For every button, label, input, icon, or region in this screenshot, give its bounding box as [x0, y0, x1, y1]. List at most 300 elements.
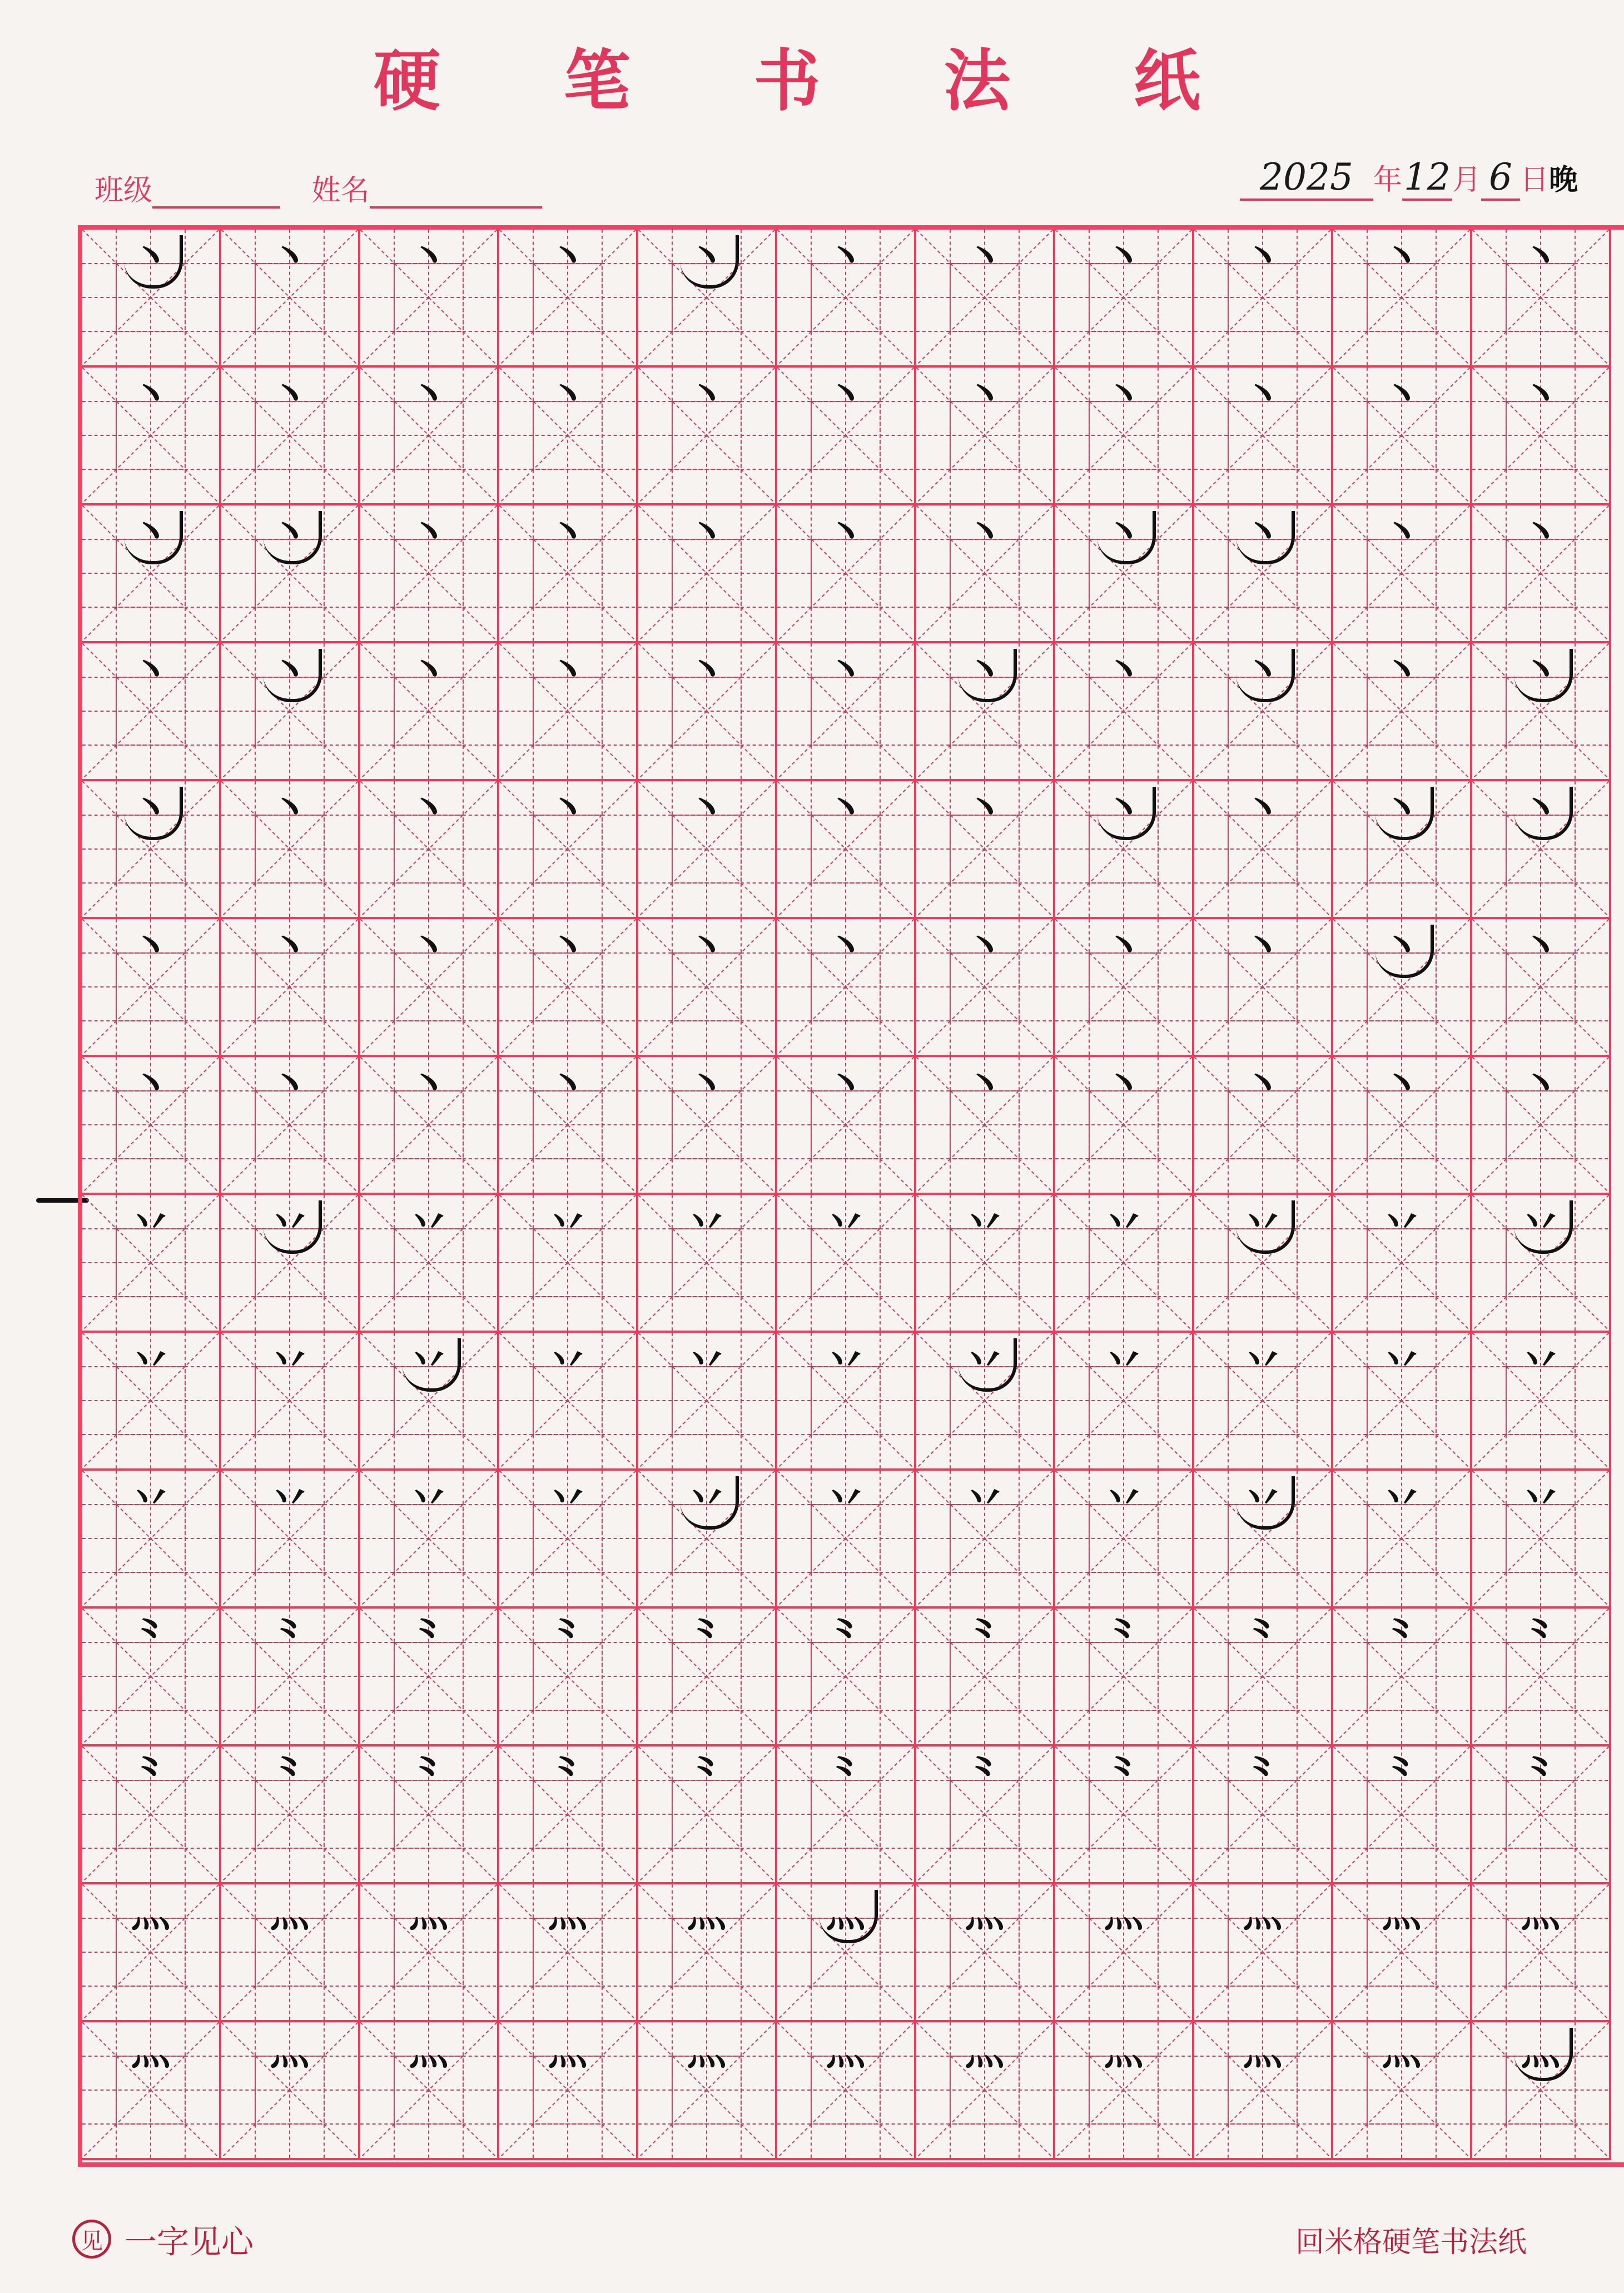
- handwritten-stroke: 丶: [1242, 1061, 1283, 1108]
- name-label: 姓名: [311, 174, 370, 207]
- grid-cell[interactable]: [1333, 2022, 1472, 2160]
- grid-row: [82, 643, 1624, 781]
- grid-cell[interactable]: [1194, 1471, 1333, 1609]
- handwritten-stroke: 丶: [1381, 372, 1422, 419]
- grid-cell[interactable]: [638, 781, 777, 919]
- grid-cell[interactable]: [221, 1333, 360, 1471]
- grid-cell[interactable]: [916, 1057, 1055, 1195]
- grid-cell[interactable]: [1333, 1471, 1472, 1609]
- grid-cell[interactable]: [638, 2022, 777, 2160]
- grid-cell[interactable]: [499, 1884, 638, 2022]
- grid-row: [82, 919, 1624, 1057]
- grid-cell[interactable]: [360, 1746, 499, 1884]
- handwritten-stroke: 灬: [1381, 2027, 1422, 2073]
- grid-cell[interactable]: [82, 368, 221, 505]
- handwritten-stroke: 丶: [130, 786, 171, 832]
- grid-cell[interactable]: [221, 505, 360, 643]
- grid-cell[interactable]: [360, 1884, 499, 2022]
- grid-cell[interactable]: [1333, 919, 1472, 1057]
- grid-cell[interactable]: [638, 1057, 777, 1195]
- handwritten-stroke: ⺀: [686, 1613, 727, 1660]
- grid-cell[interactable]: [499, 781, 638, 919]
- grid-cell[interactable]: [916, 1609, 1055, 1746]
- handwritten-stroke: 丶: [547, 510, 588, 557]
- grid-row: [82, 2022, 1624, 2160]
- handwritten-stroke: ⺀: [408, 1613, 449, 1660]
- grid-cell[interactable]: [221, 1884, 360, 2022]
- handwritten-stroke: 丶: [964, 924, 1005, 970]
- grid-cell[interactable]: [777, 781, 916, 919]
- grid-cell[interactable]: [638, 1333, 777, 1471]
- grid-cell[interactable]: [638, 1471, 777, 1609]
- class-field[interactable]: [152, 178, 280, 209]
- handwritten-stroke: ⺀: [1103, 1613, 1144, 1660]
- handwritten-stroke: 丶: [825, 648, 866, 694]
- grid-row: [82, 1195, 1624, 1333]
- grid-cell[interactable]: [638, 230, 777, 368]
- handwritten-stroke: 丶: [1381, 648, 1422, 694]
- handwritten-stroke: 丶: [269, 372, 310, 419]
- grid-cell[interactable]: [221, 781, 360, 919]
- handwritten-stroke: 丶: [686, 1061, 727, 1108]
- grid-cell[interactable]: [221, 230, 360, 368]
- grid-row: [82, 1884, 1624, 2022]
- grid-cell[interactable]: [499, 368, 638, 505]
- grid-row: [82, 505, 1624, 643]
- grid-cell[interactable]: [360, 230, 499, 368]
- handwritten-stroke: 丶: [1381, 234, 1422, 281]
- handwritten-stroke: 丷: [825, 1337, 866, 1384]
- grid-cell[interactable]: [777, 2022, 916, 2160]
- paper-name: 回米格硬笔书法纸: [1295, 2226, 1527, 2259]
- grid-cell[interactable]: [638, 919, 777, 1057]
- handwritten-stroke: 丶: [825, 1061, 866, 1108]
- grid-cell[interactable]: [1055, 919, 1194, 1057]
- handwritten-stroke: 丶: [1242, 234, 1283, 281]
- grid-cell[interactable]: [1194, 230, 1333, 368]
- handwritten-stroke: ⺀: [964, 1751, 1005, 1798]
- grid-cell[interactable]: [1333, 1746, 1472, 1884]
- grid-cell[interactable]: [499, 2022, 638, 2160]
- grid-cell[interactable]: [1055, 230, 1194, 368]
- grid-cell[interactable]: [1194, 1195, 1333, 1333]
- grid-cell[interactable]: [221, 2022, 360, 2160]
- handwritten-stroke: 丶: [130, 234, 171, 281]
- grid-cell[interactable]: [221, 643, 360, 781]
- grid-cell[interactable]: [916, 643, 1055, 781]
- handwritten-stroke: 丶: [964, 234, 1005, 281]
- handwritten-stroke: 丶: [964, 510, 1005, 557]
- grid-cell[interactable]: [360, 368, 499, 505]
- handwritten-stroke: 丶: [269, 510, 310, 557]
- handwritten-stroke: 丷: [408, 1199, 449, 1246]
- handwritten-stroke: 丶: [130, 1061, 171, 1108]
- grid-cell[interactable]: [1055, 1333, 1194, 1471]
- grid-cell[interactable]: [360, 505, 499, 643]
- handwritten-stroke: 丷: [130, 1199, 171, 1246]
- grid-cell[interactable]: [1333, 230, 1472, 368]
- grid-cell[interactable]: [499, 1609, 638, 1746]
- grid-cell[interactable]: [360, 1333, 499, 1471]
- handwritten-stroke: 丷: [964, 1337, 1005, 1384]
- handwritten-stroke: 丶: [130, 924, 171, 970]
- grid-row: [82, 1057, 1624, 1195]
- handwritten-stroke: 丶: [1520, 648, 1561, 694]
- grid-cell[interactable]: [1194, 1746, 1333, 1884]
- handwritten-stroke: 丶: [408, 786, 449, 832]
- date-year[interactable]: 2025: [1240, 156, 1373, 201]
- grid-cell[interactable]: [1472, 505, 1611, 643]
- grid-row: [82, 1746, 1624, 1884]
- handwritten-stroke: ⺀: [686, 1751, 727, 1798]
- handwritten-stroke: 灬: [686, 2027, 727, 2073]
- handwritten-stroke: 丶: [1242, 924, 1283, 970]
- handwritten-stroke: 丶: [1520, 372, 1561, 419]
- grid-cell[interactable]: [82, 1057, 221, 1195]
- handwritten-stroke: 丷: [1520, 1337, 1561, 1384]
- handwritten-stroke: 丶: [408, 648, 449, 694]
- handwritten-stroke: 丶: [269, 648, 310, 694]
- handwritten-stroke: 丶: [1520, 924, 1561, 970]
- grid-cell[interactable]: [221, 1471, 360, 1609]
- grid-cell[interactable]: [1472, 368, 1611, 505]
- grid-cell[interactable]: [638, 368, 777, 505]
- date-field: [1240, 156, 1578, 201]
- grid-row: [82, 368, 1624, 505]
- grid-cell[interactable]: [1055, 1057, 1194, 1195]
- grid-cell[interactable]: [1333, 368, 1472, 505]
- handwritten-stroke: 灬: [825, 1889, 866, 1935]
- handwritten-stroke: 丷: [1520, 1475, 1561, 1522]
- handwritten-stroke: 丷: [1242, 1337, 1283, 1384]
- grid-cell[interactable]: [1472, 1195, 1611, 1333]
- handwritten-stroke: 灬: [408, 2027, 449, 2073]
- handwritten-stroke: ⺀: [1103, 1751, 1144, 1798]
- grid-cell[interactable]: [1472, 2022, 1611, 2160]
- grid-row: [82, 781, 1624, 919]
- handwritten-stroke: 丶: [408, 234, 449, 281]
- handwritten-stroke: 丷: [1381, 1475, 1422, 1522]
- grid-cell[interactable]: [1055, 1746, 1194, 1884]
- handwritten-stroke: 丶: [686, 924, 727, 970]
- handwritten-stroke: 丷: [130, 1475, 171, 1522]
- handwritten-stroke: 丷: [1520, 1199, 1561, 1246]
- handwritten-stroke: ⺀: [130, 1751, 171, 1798]
- grid-cell[interactable]: [1055, 1195, 1194, 1333]
- handwritten-stroke: 丷: [1242, 1199, 1283, 1246]
- handwritten-stroke: 丶: [547, 786, 588, 832]
- handwritten-stroke: 丷: [1103, 1199, 1144, 1246]
- grid-cell[interactable]: [360, 1057, 499, 1195]
- grid-cell[interactable]: [82, 643, 221, 781]
- grid-cell[interactable]: [499, 1471, 638, 1609]
- handwritten-stroke: 灬: [1520, 2027, 1561, 2073]
- writing-grid: [78, 225, 1624, 2167]
- grid-cell[interactable]: [777, 368, 916, 505]
- grid-cell[interactable]: [82, 1471, 221, 1609]
- handwritten-stroke: 灬: [547, 2027, 588, 2073]
- grid-cell[interactable]: [1472, 1609, 1611, 1746]
- year-label: 年: [1373, 163, 1403, 197]
- grid-cell[interactable]: [777, 1333, 916, 1471]
- handwritten-stroke: 灬: [547, 1889, 588, 1935]
- grid-cell[interactable]: [777, 1884, 916, 2022]
- grid-cell[interactable]: [1472, 1471, 1611, 1609]
- grid-cell[interactable]: [1055, 368, 1194, 505]
- handwritten-stroke: 丶: [269, 786, 310, 832]
- grid-cell[interactable]: [1194, 1884, 1333, 2022]
- grid-cell[interactable]: [360, 1195, 499, 1333]
- page-title: 硬 笔 书 法 纸: [373, 42, 1251, 120]
- grid-cell[interactable]: [360, 1471, 499, 1609]
- grid-cell[interactable]: [82, 1746, 221, 1884]
- handwritten-stroke: 灬: [964, 2027, 1005, 2073]
- grid-cell[interactable]: [1194, 643, 1333, 781]
- grid-cell[interactable]: [1472, 230, 1611, 368]
- grid-cell[interactable]: [221, 368, 360, 505]
- grid-cell[interactable]: [1333, 1057, 1472, 1195]
- grid-cell[interactable]: [916, 230, 1055, 368]
- grid-cell[interactable]: [1472, 781, 1611, 919]
- date-day[interactable]: 6: [1481, 156, 1520, 201]
- grid-cell[interactable]: [916, 368, 1055, 505]
- handwritten-stroke: 丷: [408, 1337, 449, 1384]
- handwritten-stroke: 丶: [825, 510, 866, 557]
- grid-cell[interactable]: [1194, 1333, 1333, 1471]
- handwritten-stroke: 丶: [825, 924, 866, 970]
- handwritten-stroke: 丶: [130, 510, 171, 557]
- grid-cell[interactable]: [916, 1195, 1055, 1333]
- grid-cell[interactable]: [1055, 643, 1194, 781]
- day-label: 日: [1520, 163, 1549, 197]
- handwritten-stroke: 丶: [547, 234, 588, 281]
- grid-cell[interactable]: [1194, 505, 1333, 643]
- grid-cell[interactable]: [777, 1609, 916, 1746]
- handwritten-stroke: ⺀: [1520, 1751, 1561, 1798]
- handwritten-stroke: 丶: [408, 372, 449, 419]
- name-field[interactable]: [370, 178, 542, 209]
- handwritten-stroke: 丶: [130, 648, 171, 694]
- handwritten-stroke: 灬: [130, 1889, 171, 1935]
- grid-cell[interactable]: [916, 1746, 1055, 1884]
- handwritten-stroke: 丶: [1103, 234, 1144, 281]
- handwritten-stroke: 丶: [686, 648, 727, 694]
- grid-cell[interactable]: [82, 1609, 221, 1746]
- grid-cell[interactable]: [916, 919, 1055, 1057]
- handwritten-stroke: ⺀: [1381, 1751, 1422, 1798]
- handwritten-stroke: 丶: [547, 372, 588, 419]
- handwritten-stroke: ⺀: [1520, 1613, 1561, 1660]
- handwritten-stroke: 丷: [269, 1475, 310, 1522]
- grid-cell[interactable]: [1194, 781, 1333, 919]
- grid-row: [82, 230, 1624, 368]
- grid-cell[interactable]: [1472, 1746, 1611, 1884]
- grid-row: [82, 1609, 1624, 1746]
- handwritten-stroke: 丶: [686, 372, 727, 419]
- handwritten-stroke: 丷: [547, 1475, 588, 1522]
- grid-row: [82, 1471, 1624, 1609]
- handwritten-stroke: 灬: [825, 2027, 866, 2073]
- handwritten-stroke: 丶: [1242, 786, 1283, 832]
- handwritten-stroke: 丷: [964, 1199, 1005, 1246]
- grid-cell[interactable]: [82, 1333, 221, 1471]
- grid-cell[interactable]: [638, 1195, 777, 1333]
- grid-cell[interactable]: [499, 1195, 638, 1333]
- handwritten-stroke: ⺀: [269, 1751, 310, 1798]
- handwritten-stroke: 丶: [825, 786, 866, 832]
- grid-cell[interactable]: [360, 643, 499, 781]
- date-month[interactable]: 12: [1402, 156, 1452, 201]
- grid-cell[interactable]: [916, 505, 1055, 643]
- grid-cell[interactable]: [1055, 781, 1194, 919]
- grid-cell[interactable]: [1472, 643, 1611, 781]
- grid-cell[interactable]: [638, 1746, 777, 1884]
- grid-cell[interactable]: [916, 2022, 1055, 2160]
- brand-logo: [72, 2216, 254, 2262]
- grid-cell[interactable]: [777, 230, 916, 368]
- handwritten-stroke: 丷: [1381, 1199, 1422, 1246]
- grid-cell[interactable]: [916, 1884, 1055, 2022]
- handwritten-stroke: ⺀: [130, 1613, 171, 1660]
- grid-cell[interactable]: [360, 919, 499, 1057]
- grid-cell[interactable]: [82, 919, 221, 1057]
- grid-cell[interactable]: [1333, 781, 1472, 919]
- grid-cell[interactable]: [1333, 1195, 1472, 1333]
- grid-cell[interactable]: [82, 1195, 221, 1333]
- brand-name: 一字见心: [125, 2223, 254, 2261]
- grid-cell[interactable]: [360, 2022, 499, 2160]
- handwritten-stroke: 丶: [408, 510, 449, 557]
- grid-cell[interactable]: [1055, 1884, 1194, 2022]
- handwritten-stroke: 丶: [1103, 924, 1144, 970]
- seal-icon: 见: [72, 2220, 111, 2259]
- student-info: [95, 167, 542, 209]
- handwritten-stroke: 丷: [1381, 1337, 1422, 1384]
- grid-cell[interactable]: [777, 1195, 916, 1333]
- grid-cell[interactable]: [777, 1471, 916, 1609]
- handwritten-stroke: 丶: [408, 924, 449, 970]
- grid-cell[interactable]: [1472, 1884, 1611, 2022]
- grid-cell[interactable]: [777, 1746, 916, 1884]
- handwritten-stroke: 丶: [269, 1061, 310, 1108]
- grid-cell[interactable]: [1472, 1057, 1611, 1195]
- grid-cell[interactable]: [1194, 1609, 1333, 1746]
- grid-cell[interactable]: [499, 1057, 638, 1195]
- grid-cell[interactable]: [1055, 1471, 1194, 1609]
- handwritten-stroke: 丶: [1103, 510, 1144, 557]
- handwritten-stroke: ⺀: [1242, 1613, 1283, 1660]
- grid-cell[interactable]: [916, 1471, 1055, 1609]
- grid-cell[interactable]: [777, 643, 916, 781]
- handwritten-stroke: 灬: [1103, 2027, 1144, 2073]
- grid-cell[interactable]: [499, 1333, 638, 1471]
- handwritten-stroke: 丷: [964, 1475, 1005, 1522]
- grid-cell[interactable]: [221, 1057, 360, 1195]
- grid-cell[interactable]: [1472, 919, 1611, 1057]
- class-label: 班级: [95, 174, 153, 207]
- grid-cell[interactable]: [1333, 643, 1472, 781]
- grid-cell[interactable]: [82, 1884, 221, 2022]
- handwritten-stroke: 灬: [269, 2027, 310, 2073]
- grid-cell[interactable]: [638, 505, 777, 643]
- handwritten-stroke: 丶: [408, 1061, 449, 1108]
- grid-cell[interactable]: [777, 505, 916, 643]
- grid-cell[interactable]: [499, 230, 638, 368]
- handwritten-stroke: ⺀: [1242, 1751, 1283, 1798]
- handwritten-stroke: 丶: [1520, 1061, 1561, 1108]
- grid-cell[interactable]: [1194, 919, 1333, 1057]
- handwritten-stroke: 丶: [269, 234, 310, 281]
- grid-cell[interactable]: [1055, 505, 1194, 643]
- handwritten-stroke: 丶: [1520, 510, 1561, 557]
- grid-cell[interactable]: [360, 1609, 499, 1746]
- grid-cell[interactable]: [1055, 2022, 1194, 2160]
- grid-cell[interactable]: [499, 505, 638, 643]
- grid-cell[interactable]: [1472, 1333, 1611, 1471]
- grid-cell[interactable]: [82, 505, 221, 643]
- grid-cell[interactable]: [1333, 1609, 1472, 1746]
- grid-cell[interactable]: [1055, 1609, 1194, 1746]
- handwritten-stroke: 丷: [547, 1199, 588, 1246]
- grid-cell[interactable]: [916, 781, 1055, 919]
- grid-cell[interactable]: [777, 919, 916, 1057]
- grid-cell[interactable]: [1333, 505, 1472, 643]
- grid-cell[interactable]: [82, 230, 221, 368]
- grid-cell[interactable]: [499, 643, 638, 781]
- grid-cell[interactable]: [82, 2022, 221, 2160]
- handwritten-stroke: 丶: [964, 786, 1005, 832]
- grid-cell[interactable]: [221, 1609, 360, 1746]
- handwritten-stroke: 丶: [1242, 648, 1283, 694]
- grid-cell[interactable]: [1194, 2022, 1333, 2160]
- handwritten-stroke: 丷: [825, 1475, 866, 1522]
- handwritten-stroke: 丷: [1103, 1337, 1144, 1384]
- grid-cell[interactable]: [916, 1333, 1055, 1471]
- handwritten-stroke: 丷: [1242, 1475, 1283, 1522]
- handwritten-stroke: ⺀: [825, 1751, 866, 1798]
- handwritten-stroke: 丷: [825, 1199, 866, 1246]
- grid-cell[interactable]: [499, 1746, 638, 1884]
- grid-cell[interactable]: [221, 1195, 360, 1333]
- handwritten-stroke: 丶: [1103, 648, 1144, 694]
- handwritten-stroke: 丷: [1103, 1475, 1144, 1522]
- grid-cell[interactable]: [1194, 368, 1333, 505]
- handwritten-stroke: 丶: [547, 1061, 588, 1108]
- handwritten-stroke: 丶: [825, 234, 866, 281]
- grid-cell[interactable]: [638, 1609, 777, 1746]
- handwritten-stroke: 丶: [269, 924, 310, 970]
- handwritten-stroke: 丶: [686, 786, 727, 832]
- grid-cell[interactable]: [82, 781, 221, 919]
- grid-cell[interactable]: [1333, 1884, 1472, 2022]
- handwritten-stroke: 灬: [1242, 1889, 1283, 1935]
- grid-cell[interactable]: [1333, 1333, 1472, 1471]
- handwritten-stroke: 丷: [686, 1337, 727, 1384]
- grid-cell[interactable]: [638, 1884, 777, 2022]
- grid-cell[interactable]: [638, 643, 777, 781]
- grid-cell[interactable]: [777, 1057, 916, 1195]
- handwritten-stroke: 丶: [1381, 510, 1422, 557]
- grid-cell[interactable]: [360, 781, 499, 919]
- handwritten-stroke: 丷: [686, 1199, 727, 1246]
- handwritten-stroke: 丶: [130, 372, 171, 419]
- grid-cell[interactable]: [1194, 1057, 1333, 1195]
- date-suffix: 晚: [1549, 163, 1578, 197]
- grid-cell[interactable]: [499, 919, 638, 1057]
- handwritten-stroke: 丶: [1381, 786, 1422, 832]
- grid-cell[interactable]: [221, 919, 360, 1057]
- grid-cell[interactable]: [221, 1746, 360, 1884]
